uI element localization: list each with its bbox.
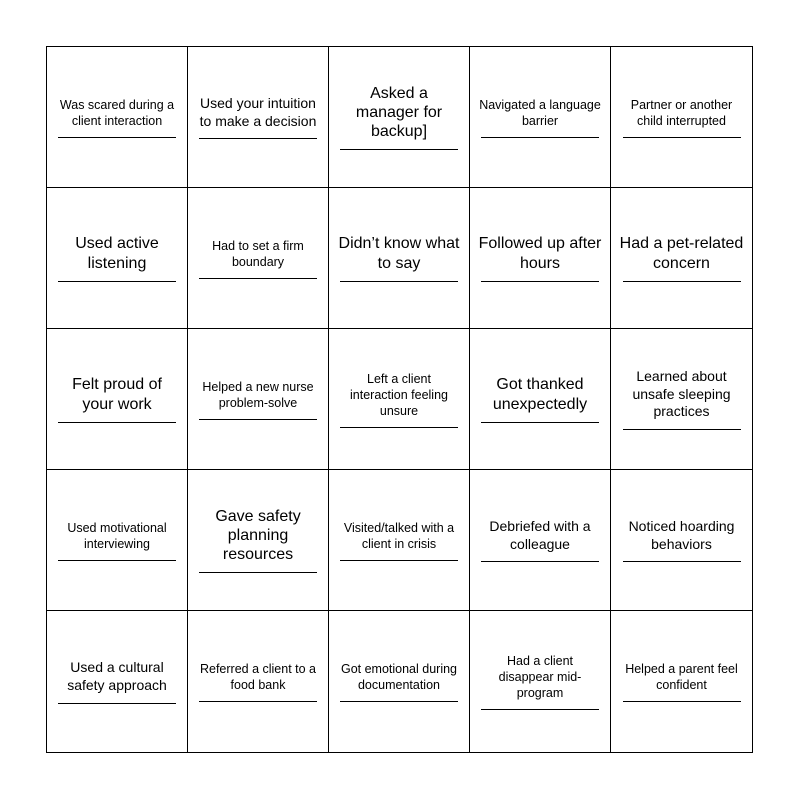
write-in-line[interactable]	[340, 427, 458, 428]
bingo-cell-text: Was scared during a client interaction	[59, 97, 175, 128]
write-in-line[interactable]	[340, 560, 458, 561]
bingo-cell[interactable]	[188, 470, 329, 611]
bingo-cell-text: Gave safety planning resources	[215, 507, 301, 564]
bingo-cell[interactable]	[47, 611, 188, 752]
bingo-cell-text: Debriefed with a colleague	[489, 517, 591, 552]
bingo-cell-text: Used active listening	[75, 235, 159, 272]
bingo-cell[interactable]	[611, 188, 752, 329]
bingo-cell-text: Asked a manager for backup]	[355, 84, 443, 141]
bingo-cell[interactable]	[188, 188, 329, 329]
write-in-line[interactable]	[623, 137, 741, 138]
bingo-cell-text: Navigated a language barrier	[479, 97, 601, 128]
bingo-cell-text: Left a client interaction feeling unsure	[350, 371, 448, 418]
write-in-line[interactable]	[623, 701, 741, 702]
write-in-line[interactable]	[340, 281, 458, 282]
bingo-cell[interactable]	[329, 188, 470, 329]
bingo-cell-text: Had a client disappear mid-program	[498, 654, 582, 700]
bingo-cell-text: Visited/talked with a client in crisis	[343, 520, 455, 551]
write-in-line[interactable]	[58, 137, 176, 138]
write-in-line[interactable]	[623, 281, 741, 282]
write-in-line[interactable]	[58, 422, 176, 423]
bingo-cell[interactable]	[611, 329, 752, 470]
bingo-cell-text: Got emotional during documentation	[340, 662, 458, 692]
bingo-cell[interactable]	[188, 47, 329, 188]
write-in-line[interactable]	[481, 709, 599, 710]
bingo-cell[interactable]	[47, 329, 188, 470]
bingo-cell-text: Partner or another child interrupted	[630, 97, 733, 128]
bingo-cell-text: Noticed hoarding behaviors	[628, 517, 735, 552]
write-in-line[interactable]	[481, 561, 599, 562]
bingo-cell-text: Got thanked unexpectedly	[492, 376, 588, 413]
bingo-cell-text: Followed up after hours	[478, 235, 602, 272]
bingo-cell-text: Didn’t know what to say	[338, 235, 460, 272]
bingo-cell[interactable]	[470, 611, 611, 752]
bingo-cell[interactable]	[329, 611, 470, 752]
bingo-cell-text: Used motivational interviewing	[67, 520, 167, 551]
bingo-cell[interactable]	[188, 611, 329, 752]
bingo-cell[interactable]	[47, 47, 188, 188]
bingo-cell[interactable]	[47, 188, 188, 329]
write-in-line[interactable]	[623, 561, 741, 562]
bingo-cell[interactable]	[329, 470, 470, 611]
bingo-cell[interactable]	[470, 47, 611, 188]
bingo-cell[interactable]	[611, 470, 752, 611]
write-in-line[interactable]	[199, 419, 317, 420]
bingo-cell-text: Referred a client to a food bank	[199, 662, 317, 692]
bingo-cell[interactable]	[47, 470, 188, 611]
write-in-line[interactable]	[58, 703, 176, 704]
bingo-cell-text: Had to set a firm boundary	[212, 238, 304, 269]
bingo-cell[interactable]	[188, 329, 329, 470]
bingo-cell-text: Felt proud of your work	[72, 376, 162, 413]
bingo-cell[interactable]	[470, 188, 611, 329]
write-in-line[interactable]	[481, 422, 599, 423]
bingo-cell-text: Helped a new nurse problem-solve	[202, 379, 314, 410]
write-in-line[interactable]	[481, 281, 599, 282]
bingo-cell[interactable]	[329, 47, 470, 188]
write-in-line[interactable]	[58, 560, 176, 561]
write-in-line[interactable]	[340, 149, 458, 150]
write-in-line[interactable]	[199, 138, 317, 139]
bingo-cell-text: Used a cultural safety approach	[67, 659, 167, 693]
bingo-cell-text: Used your intuition to make a decision	[199, 94, 317, 129]
bingo-cell[interactable]	[470, 470, 611, 611]
bingo-cell[interactable]	[470, 329, 611, 470]
write-in-line[interactable]	[199, 701, 317, 702]
write-in-line[interactable]	[199, 278, 317, 279]
bingo-cell-text: Helped a parent feel confident	[625, 662, 738, 692]
write-in-line[interactable]	[340, 701, 458, 702]
bingo-cell[interactable]	[611, 47, 752, 188]
write-in-line[interactable]	[623, 429, 741, 430]
bingo-cell-text: Had a pet-related concern	[619, 235, 744, 272]
write-in-line[interactable]	[58, 281, 176, 282]
write-in-line[interactable]	[481, 137, 599, 138]
bingo-board	[46, 46, 753, 753]
bingo-cell-text: Learned about unsafe sleeping practices	[632, 367, 731, 420]
bingo-cell[interactable]	[611, 611, 752, 752]
bingo-cell[interactable]	[329, 329, 470, 470]
write-in-line[interactable]	[199, 572, 317, 573]
